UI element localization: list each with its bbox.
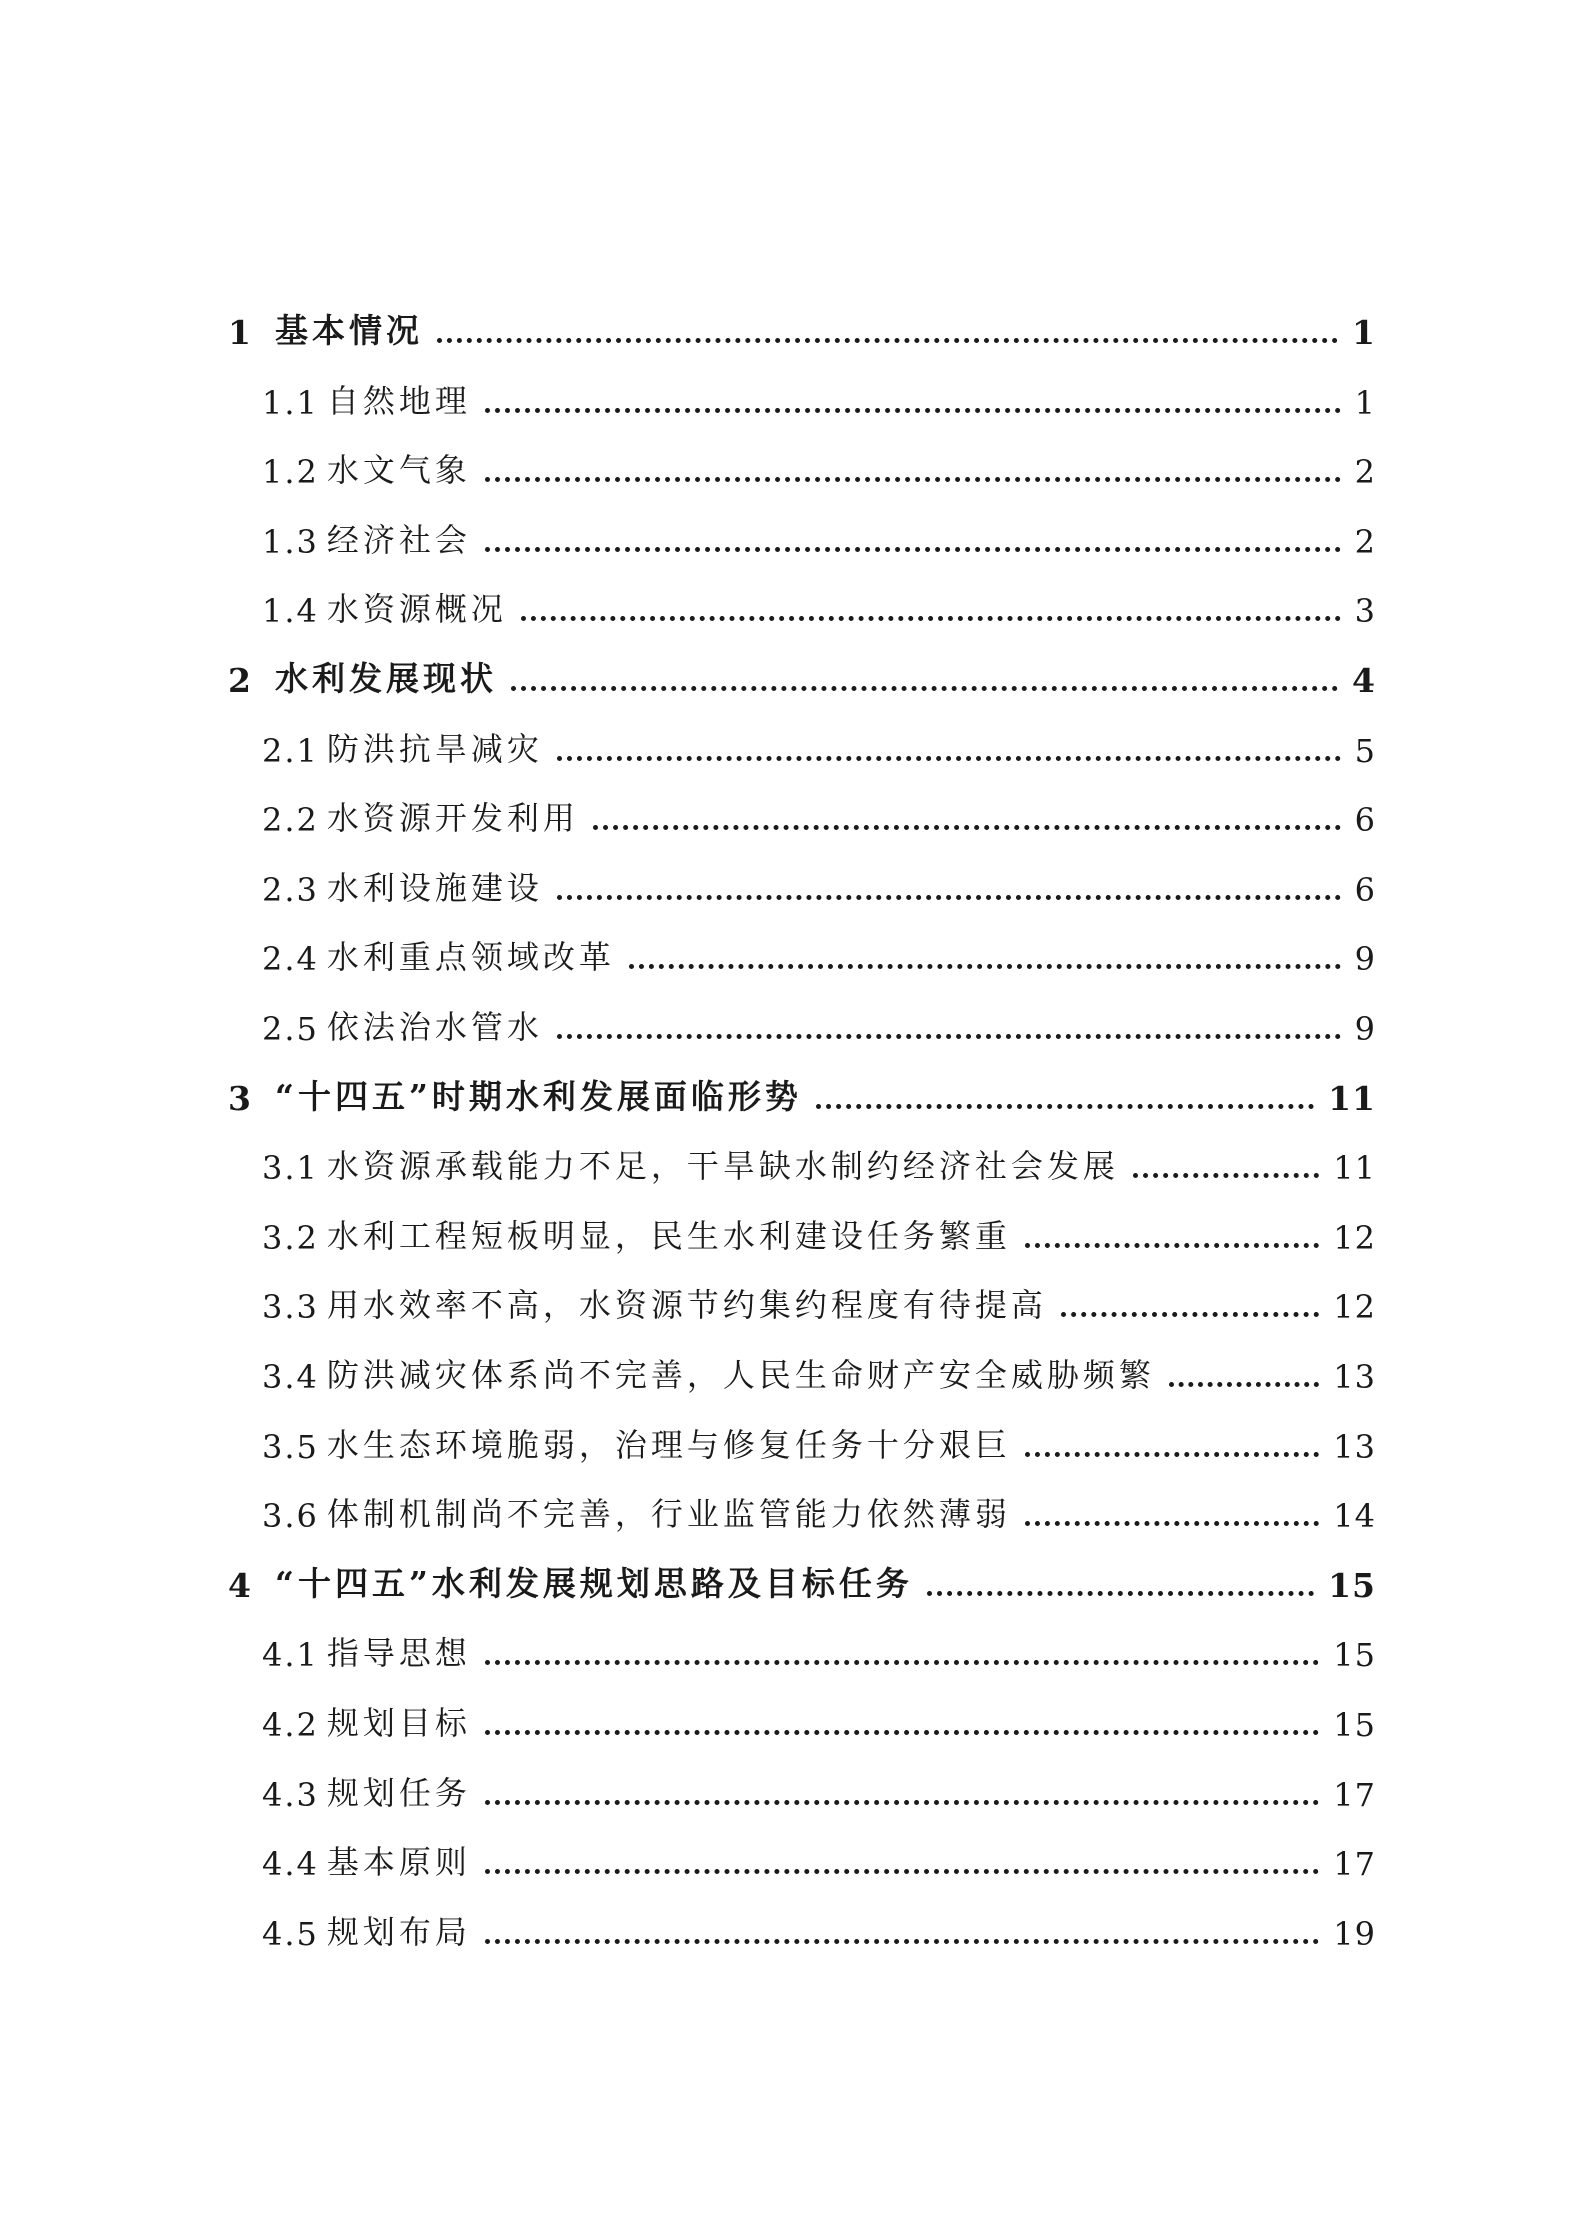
toc-entry-number: 4.4 <box>262 1845 319 1883</box>
dot-leader <box>1133 1173 1319 1178</box>
toc-entry-title: 基本原则 <box>326 1843 471 1881</box>
dot-leader <box>557 1034 1341 1039</box>
toc-section-entry[interactable] <box>262 714 1376 770</box>
dot-leader <box>1025 1452 1319 1457</box>
dot-leader <box>593 825 1341 830</box>
toc-entry-title: 水利设施建设 <box>326 869 543 907</box>
toc-entry-page-number: 13 <box>1333 1428 1376 1466</box>
toc-entry-number: 2.3 <box>262 871 319 909</box>
toc-entry-page-number: 2 <box>1354 523 1376 561</box>
toc-section-entry[interactable] <box>262 992 1376 1048</box>
dot-leader <box>557 895 1341 900</box>
toc-entry-number: 4.3 <box>262 1776 319 1814</box>
toc-entry-number: 1.3 <box>262 523 319 561</box>
toc-entry-number: 2.5 <box>262 1010 319 1048</box>
toc-entry-title: 水生态环境脆弱，治理与修复任务十分艰巨 <box>326 1426 1011 1464</box>
toc-entry-number: 4.2 <box>262 1706 319 1744</box>
toc-entry-page-number: 11 <box>1328 1079 1376 1118</box>
toc-entry-page-number: 17 <box>1333 1845 1376 1883</box>
toc-section-entry[interactable] <box>262 366 1376 422</box>
dot-leader <box>1025 1243 1319 1248</box>
toc-section-entry[interactable] <box>262 1827 1376 1883</box>
toc-entry-page-number: 6 <box>1354 801 1376 839</box>
dot-leader <box>1061 1312 1319 1317</box>
toc-section-entry[interactable] <box>262 922 1376 978</box>
dot-leader <box>557 756 1341 761</box>
toc-entry-number: 3.1 <box>262 1149 319 1187</box>
toc-entry-page-number: 3 <box>1354 592 1376 630</box>
toc-section-entry[interactable] <box>262 1270 1376 1326</box>
dot-leader <box>511 686 1338 691</box>
toc-section-entry[interactable] <box>262 1758 1376 1814</box>
toc-entry-title: 水文气象 <box>326 451 471 489</box>
toc-entry-number: 4.5 <box>262 1915 319 1953</box>
toc-entry-title: 规划布局 <box>326 1913 471 1951</box>
toc-entry-page-number: 17 <box>1333 1776 1376 1814</box>
toc-entry-title: 水资源概况 <box>326 590 507 628</box>
toc-section-entry[interactable] <box>262 853 1376 909</box>
toc-entry-number: 1.1 <box>262 384 319 422</box>
toc-section-entry[interactable] <box>262 1618 1376 1674</box>
toc-entry-number: 3 <box>228 1079 253 1118</box>
toc-section-entry[interactable] <box>262 1340 1376 1396</box>
dot-leader <box>1169 1382 1319 1387</box>
dot-leader <box>437 338 1338 343</box>
toc-entry-number: 2.1 <box>262 732 319 770</box>
dot-leader <box>485 477 1341 482</box>
toc-entry-page-number: 9 <box>1354 1010 1376 1048</box>
toc-section-entry[interactable] <box>262 783 1376 839</box>
toc-chapter-entry[interactable] <box>228 1549 1376 1605</box>
toc-section-entry[interactable] <box>262 435 1376 491</box>
dot-leader <box>485 1869 1319 1874</box>
toc-entry-number: 4.1 <box>262 1636 319 1674</box>
toc-entry-title: “十四五”水利发展规划思路及目标任务 <box>274 1564 913 1603</box>
toc-entry-page-number: 2 <box>1354 453 1376 491</box>
toc-entry-page-number: 19 <box>1333 1915 1376 1953</box>
toc-section-entry[interactable] <box>262 1410 1376 1466</box>
toc-entry-title: 防洪减灾体系尚不完善，人民生命财产安全威胁频繁 <box>326 1356 1155 1394</box>
toc-section-entry[interactable] <box>262 1201 1376 1257</box>
toc-entry-title: 基本情况 <box>274 311 423 350</box>
toc-entry-number: 3.4 <box>262 1358 319 1396</box>
toc-section-entry[interactable] <box>262 1897 1376 1953</box>
dot-leader <box>485 547 1341 552</box>
dot-leader <box>485 1660 1319 1665</box>
toc-entry-title: “十四五”时期水利发展面临形势 <box>274 1077 802 1116</box>
dot-leader <box>629 964 1341 969</box>
toc-entry-page-number: 13 <box>1333 1358 1376 1396</box>
toc-entry-number: 3.5 <box>262 1428 319 1466</box>
dot-leader <box>485 1730 1319 1735</box>
toc-section-entry[interactable] <box>262 505 1376 561</box>
toc-entry-number: 3.2 <box>262 1219 319 1257</box>
dot-leader <box>485 1800 1319 1805</box>
dot-leader <box>521 616 1341 621</box>
toc-entry-number: 4 <box>228 1566 253 1605</box>
toc-entry-title: 规划目标 <box>326 1704 471 1742</box>
toc-entry-page-number: 15 <box>1328 1566 1376 1605</box>
toc-entry-number: 1.4 <box>262 592 319 630</box>
toc-entry-title: 水资源开发利用 <box>326 799 579 837</box>
toc-entry-page-number: 11 <box>1333 1149 1376 1187</box>
toc-entry-number: 1 <box>228 313 253 352</box>
toc-entry-page-number: 9 <box>1354 940 1376 978</box>
dot-leader <box>485 408 1341 413</box>
toc-chapter-entry[interactable] <box>228 1062 1376 1118</box>
dot-leader <box>485 1939 1319 1944</box>
toc-entry-page-number: 15 <box>1333 1636 1376 1674</box>
toc-entry-page-number: 5 <box>1354 732 1376 770</box>
toc-chapter-entry[interactable] <box>228 644 1376 700</box>
toc-entry-page-number: 6 <box>1354 871 1376 909</box>
toc-section-entry[interactable] <box>262 1131 1376 1187</box>
toc-entry-number: 1.2 <box>262 453 319 491</box>
toc-entry-title: 水利发展现状 <box>274 659 497 698</box>
dot-leader <box>1025 1521 1319 1526</box>
dot-leader <box>816 1104 1314 1109</box>
dot-leader <box>927 1591 1314 1596</box>
toc-section-entry[interactable] <box>262 574 1376 630</box>
toc-chapter-entry[interactable] <box>228 296 1376 352</box>
toc-entry-title: 体制机制尚不完善，行业监管能力依然薄弱 <box>326 1495 1011 1533</box>
toc-section-entry[interactable] <box>262 1688 1376 1744</box>
toc-entry-number: 2.2 <box>262 801 319 839</box>
toc-entry-title: 经济社会 <box>326 521 471 559</box>
toc-entry-title: 用水效率不高，水资源节约集约程度有待提高 <box>326 1286 1047 1324</box>
toc-entry-title: 依法治水管水 <box>326 1008 543 1046</box>
toc-section-entry[interactable] <box>262 1479 1376 1535</box>
toc-entry-title: 防洪抗旱减灾 <box>326 730 543 768</box>
toc-entry-title: 规划任务 <box>326 1774 471 1812</box>
toc-entry-title: 水利重点领域改革 <box>326 938 615 976</box>
toc-entry-page-number: 4 <box>1352 661 1376 700</box>
toc-entry-title: 水利工程短板明显，民生水利建设任务繁重 <box>326 1217 1011 1255</box>
toc-entry-page-number: 1 <box>1354 384 1376 422</box>
toc-entry-number: 3.6 <box>262 1497 319 1535</box>
toc-entry-page-number: 1 <box>1352 313 1376 352</box>
toc-entry-number: 2.4 <box>262 940 319 978</box>
toc-entry-page-number: 15 <box>1333 1706 1376 1744</box>
toc-entry-page-number: 12 <box>1333 1288 1376 1326</box>
toc-entry-number: 3.3 <box>262 1288 319 1326</box>
toc-entry-title: 指导思想 <box>326 1634 471 1672</box>
toc-entry-title: 自然地理 <box>326 382 471 420</box>
toc-entry-title: 水资源承载能力不足，干旱缺水制约经济社会发展 <box>326 1147 1119 1185</box>
toc-entry-page-number: 14 <box>1333 1497 1376 1535</box>
toc-entry-number: 2 <box>228 661 253 700</box>
toc-entry-page-number: 12 <box>1333 1219 1376 1257</box>
